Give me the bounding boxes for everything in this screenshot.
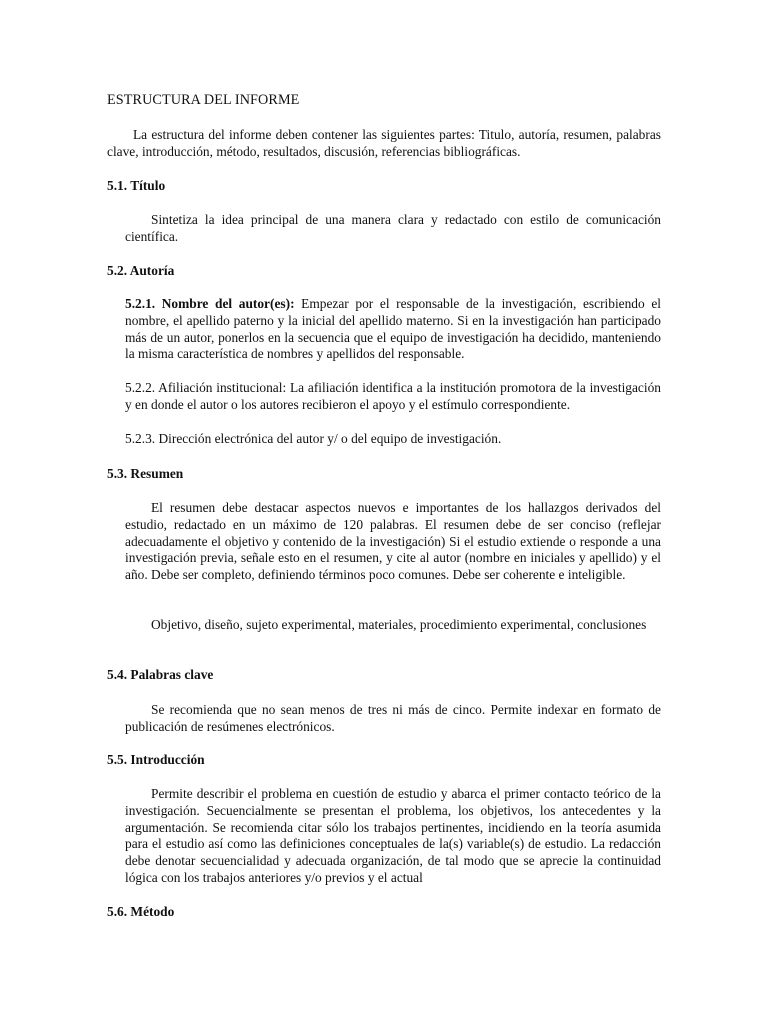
- nombre-autor-text: Empezar por el responsable de la investigación, escribiendo el nombre, el apellido paterno y la inicial del apellido materno. Si en la investigación han participado más de un autor, ponerlos en la secuencia que el equipo de investigación ha decidido, manteniendo la misma característica de nombres y apellidos del responsable.: [125, 296, 661, 362]
- section-heading-introduccion: 5.5. Introducción: [107, 752, 205, 767]
- direccion-paragraph: 5.2.3. Dirección electrónica del autor y/ o del equipo de investigación.: [125, 431, 502, 446]
- resumen-paragraph: El resumen debe destacar aspectos nuevos e importantes de los hallazgos derivados del estudio, redactado en un máximo de 120 palabras. El resumen debe de ser conciso (reflejar adecuadamente el objetivo y contenido de la investigación) Si el estudio extiende o responde a una investigación previa, señale esto en el resumen, y cite al autor (nombre en iniciales y apellido) y el año. Debe ser completo, definiendo términos poco comunes. Debe ser coherente e inteligible.: [125, 500, 661, 583]
- resumen-items-paragraph: Objetivo, diseño, sujeto experimental, materiales, procedimiento experimental, conclusiones: [151, 617, 647, 632]
- intro-paragraph: La estructura del informe deben contener las siguientes partes: Titulo, autoría, resumen, palabras clave, introducción, método, resultados, discusión, referencias bibliográficas.: [107, 127, 661, 159]
- document-title: ESTRUCTURA DEL INFORME: [107, 92, 300, 108]
- section-heading-metodo: 5.6. Método: [107, 904, 175, 919]
- section-heading-titulo: 5.1. Título: [107, 178, 166, 193]
- nombre-autor-label: 5.2.1. Nombre del autor(es):: [125, 296, 295, 311]
- section-heading-resumen: 5.3. Resumen: [107, 466, 184, 481]
- introduccion-paragraph: Permite describir el problema en cuestión de estudio y abarca el primer contacto teórico de la investigación. Secuencialmente se presentan el problema, los objetivos, los antecedentes y la argumentación. Se recomienda citar sólo los trabajos pertinentes, incidiendo en la teoría asumida para el estudio así como las definiciones conceptuales de la(s) variable(s) de estudio. La redacción debe denotar secuencialidad y adecuada organización, de tal modo que se aprecie la continuidad lógica con los trabajos anteriores y/o previos y el actual: [125, 786, 661, 885]
- titulo-paragraph: Sintetiza la idea principal de una manera clara y redactado con estilo de comunicación científica.: [125, 212, 661, 244]
- palabras-clave-paragraph: Se recomienda que no sean menos de tres ni más de cinco. Permite indexar en formato de publicación de resúmenes electrónicos.: [125, 702, 661, 734]
- nombre-autor-paragraph: [125, 296, 661, 363]
- section-heading-palabras-clave: 5.4. Palabras clave: [107, 667, 214, 682]
- section-heading-autoria: 5.2. Autoría: [107, 263, 175, 278]
- afiliacion-paragraph: 5.2.2. Afiliación institucional: La afiliación identifica a la institución promotora de la investigación y en donde el autor o los autores recibieron el apoyo y el estímulo correspondiente.: [125, 380, 661, 412]
